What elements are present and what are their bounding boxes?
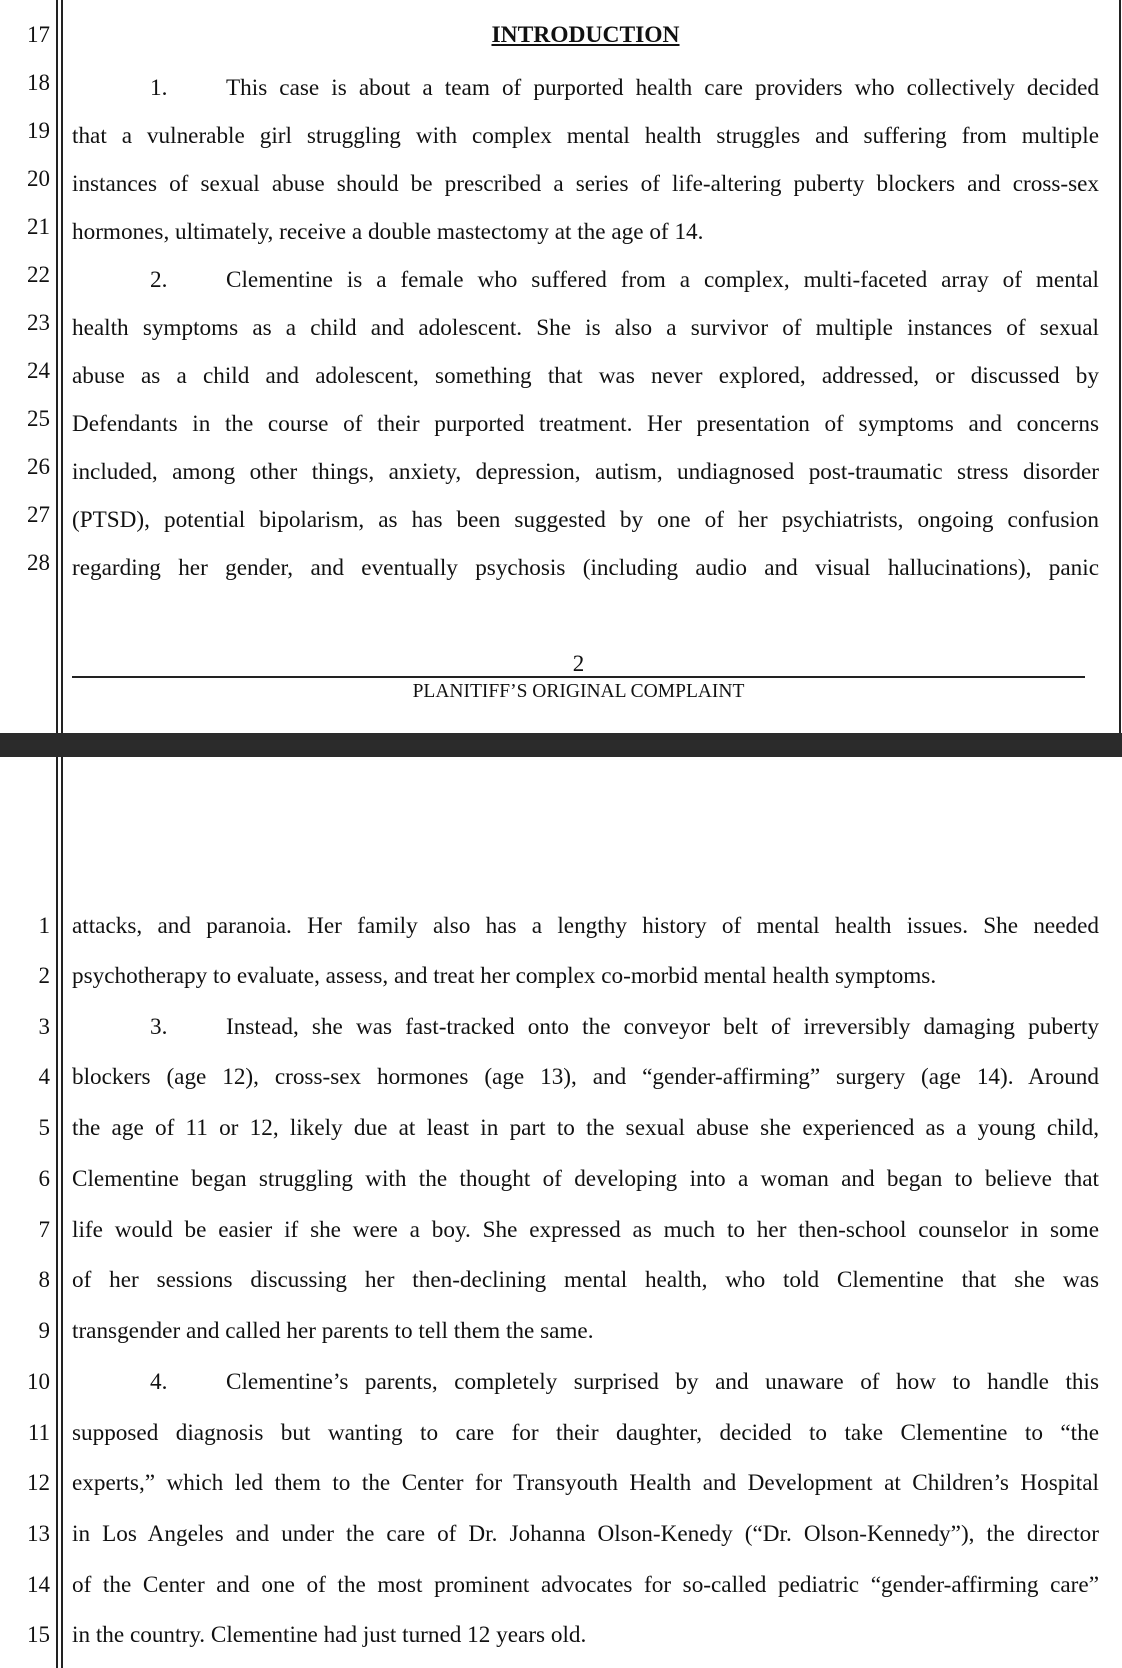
paragraph-line: the age of 11 or 12, likely due at least in part to the sexual abuse she experienced as a young child,: [72, 1115, 1099, 1141]
paragraph-line: blockers (age 12), cross-sex hormones (age 13), and “gender-affirming” surgery (age 14). Around: [72, 1064, 1099, 1090]
line-number: 11: [27, 1420, 50, 1445]
page-number: 2: [572, 651, 585, 676]
line-number: 1: [38, 913, 50, 938]
line-number: 8: [38, 1267, 50, 1292]
paragraph-line: hormones, ultimately, receive a double mastectomy at the age of 14.: [72, 219, 704, 245]
page-footer: PLANITIFF’S ORIGINAL COMPLAINT: [412, 681, 745, 702]
paragraph-line: (PTSD), potential bipolarism, as has been suggested by one of her psychiatrists, ongoing confusion: [72, 507, 1099, 533]
line-number: 17: [27, 22, 50, 47]
paragraph-line: Clementine began struggling with the thought of developing into a woman and began to believe that: [72, 1166, 1099, 1192]
paragraph-line: attacks, and paranoia. Her family also has a lengthy history of mental health issues. She needed: [72, 913, 1099, 939]
paragraph-line: instances of sexual abuse should be prescribed a series of life-altering puberty blockers and cross-sex: [72, 171, 1099, 197]
paragraph-line: 1. This case is about a team of purported health care providers who collectively decided: [150, 75, 1099, 101]
line-number: 24: [27, 358, 50, 383]
paragraph-number: 4.: [150, 1369, 168, 1395]
paragraph-line: of her sessions discussing her then-declining mental health, who told Clementine that she was: [72, 1267, 1099, 1293]
paragraph-line: 4. Clementine’s parents, completely surprised by and unaware of how to handle this: [150, 1369, 1099, 1395]
line-number: 18: [27, 70, 50, 95]
line-number: 27: [27, 502, 50, 527]
paragraph-line: Defendants in the course of their purported treatment. Her presentation of symptoms and concerns: [72, 411, 1099, 437]
line-number: 19: [27, 118, 50, 143]
paragraph-line: 3. Instead, she was fast-tracked onto the conveyor belt of irreversibly damaging puberty: [150, 1014, 1099, 1040]
paragraph-line: in the country. Clementine had just turned 12 years old.: [72, 1622, 587, 1648]
paragraph-line: 2. Clementine is a female who suffered from a complex, multi-faceted array of mental: [150, 267, 1099, 293]
line-number: 5: [38, 1115, 50, 1140]
line-number: 15: [27, 1622, 50, 1647]
paragraph-line: health symptoms as a child and adolescent. She is also a survivor of multiple instances of sexual: [72, 315, 1099, 341]
paragraph-line: in Los Angeles and under the care of Dr. Johanna Olson-Kenedy (“Dr. Olson-Kennedy”), the director: [72, 1521, 1099, 1547]
margin-rule-outer: [56, 0, 58, 1668]
line-number: 25: [27, 406, 50, 431]
line-number: 23: [27, 310, 50, 335]
line-number: 9: [38, 1318, 50, 1343]
line-number: 22: [27, 262, 50, 287]
line-number: 14: [27, 1572, 50, 1597]
page-separator: [0, 733, 1122, 757]
line-number: 13: [27, 1521, 50, 1546]
paragraph-line: included, among other things, anxiety, depression, autism, undiagnosed post-traumatic stress disorder: [72, 459, 1099, 485]
paragraph-line: abuse as a child and adolescent, something that was never explored, addressed, or discussed by: [72, 363, 1099, 389]
margin-rule-right: [1119, 0, 1121, 733]
paragraph-line: transgender and called her parents to tell them the same.: [72, 1318, 594, 1344]
section-heading: INTRODUCTION: [491, 22, 680, 48]
paragraph-line: experts,” which led them to the Center for Transyouth Health and Development at Children’s Hospital: [72, 1470, 1099, 1496]
paragraph-line: life would be easier if she were a boy. She expressed as much to her then-school counselor in some: [72, 1217, 1099, 1243]
line-number: 26: [27, 454, 50, 479]
paragraph-line: that a vulnerable girl struggling with complex mental health struggles and suffering from multiple: [72, 123, 1099, 149]
paragraph-number: 3.: [150, 1014, 168, 1040]
line-number: 6: [38, 1166, 50, 1191]
line-number: 21: [27, 214, 50, 239]
margin-rule-inner: [61, 0, 63, 1668]
line-number: 3: [38, 1014, 50, 1039]
footer-rule: [72, 676, 1085, 678]
line-number: 12: [27, 1470, 50, 1495]
line-number: 28: [27, 550, 50, 575]
line-number: 10: [27, 1369, 50, 1394]
line-number: 2: [38, 963, 50, 988]
paragraph-number: 2.: [150, 267, 168, 293]
line-number: 7: [38, 1217, 50, 1242]
line-number: 20: [27, 166, 50, 191]
paragraph-line: supposed diagnosis but wanting to care for their daughter, decided to take Clementine to “the: [72, 1420, 1099, 1446]
paragraph-number: 1.: [150, 75, 168, 101]
line-number: 4: [38, 1064, 50, 1089]
paragraph-line: psychotherapy to evaluate, assess, and treat her complex co-morbid mental health symptoms.: [72, 963, 937, 989]
paragraph-line: of the Center and one of the most prominent advocates for so-called pediatric “gender-affirming care”: [72, 1572, 1099, 1598]
paragraph-line: regarding her gender, and eventually psychosis (including audio and visual hallucinations), panic: [72, 555, 1099, 581]
